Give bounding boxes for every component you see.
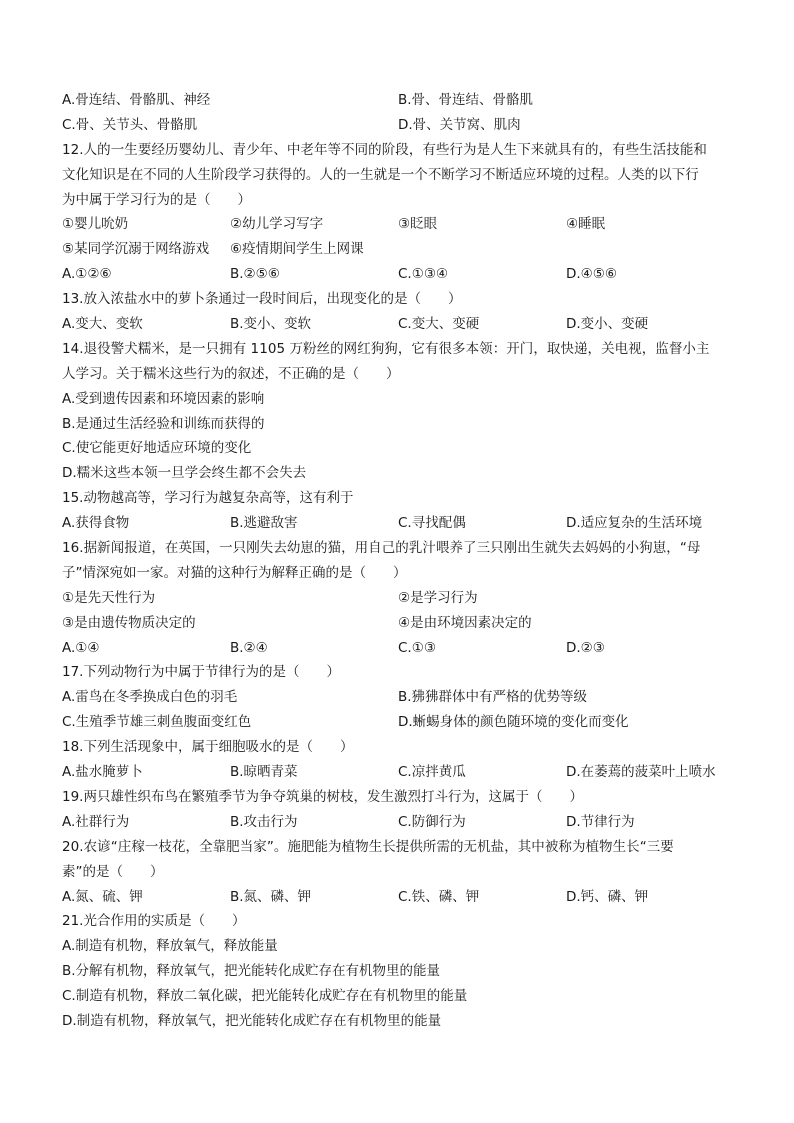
q18-option-b: B.晾晒青菜 [230, 764, 298, 781]
q20-options [62, 885, 734, 910]
q17-option-a: A.雷鸟在冬季换成白色的羽毛 [62, 689, 238, 706]
q18-options [62, 760, 734, 785]
q16-option-c: C.①③ [398, 639, 436, 656]
q18-option-a: A.盐水腌萝卜 [62, 764, 143, 781]
q16-option-b: B.②④ [230, 639, 268, 656]
q12-item-6: ⑥疫情期间学生上网课 [230, 241, 364, 258]
q11-option-a: A.骨连结、骨骼肌、神经 [62, 92, 211, 108]
q21-option-c: C.制造有机物，释放二氧化碳，把光能转化成贮存在有机物里的能量 [62, 988, 468, 1005]
q15-stem: 15.动物越高等，学习行为越复杂高等，这有利于 [62, 490, 354, 507]
q17-options-row-1 [62, 685, 734, 710]
q11-option-b: B.骨、骨连结、骨骼肌 [398, 92, 534, 108]
q12-stem-line-2: 文化知识是在不同的人生阶段学习获得的。人的一生就是一个不断学习不断适应环境的过程。人类的以下行 [62, 166, 699, 183]
q15-option-c: C.寻找配偶 [398, 515, 466, 532]
q20-stem-line-1: 20.农谚“庄稼一枝花，全靠肥当家”。施肥能为植物生长提供所需的无机盐，其中被称为植物生长“三要 [62, 838, 674, 855]
q16-items-row-1 [62, 586, 734, 611]
q20-option-d: D.钙、磷、钾 [566, 888, 649, 905]
q18-option-d: D.在萎蔫的菠菜叶上喷水 [566, 764, 716, 781]
q16-item-1: ①是先天性行为 [62, 589, 156, 606]
q20-option-c: C.铁、磷、钾 [398, 888, 480, 905]
q14-option-c: C.使它能更好地适应环境的变化 [62, 440, 252, 457]
q13-option-d: D.变小、变硬 [566, 316, 649, 333]
q15-options [62, 511, 734, 536]
q19-option-d: D.节律行为 [566, 813, 635, 830]
q12-item-4: ④睡眠 [566, 216, 606, 233]
q13-option-c: C.变大、变硬 [398, 316, 480, 333]
q13-stem: 13.放入浓盐水中的萝卜条通过一段时间后，出现变化的是（ ） [62, 291, 462, 308]
q16-item-2: ②是学习行为 [398, 589, 478, 606]
q12-option-c: C.①③④ [398, 266, 449, 283]
q16-stem-line-1: 16.据新闻报道，在英国，一只刚失去幼崽的猫，用自己的乳汁喂养了三只刚出生就失去妈妈的小狗崽，“母 [62, 540, 701, 557]
q16-options [62, 636, 734, 661]
q20-option-b: B.氮、磷、钾 [230, 888, 312, 905]
q19-option-c: C.防御行为 [398, 813, 466, 830]
q11-options-row-2 [62, 113, 734, 138]
q15-option-a: A.获得食物 [62, 515, 130, 532]
q12-item-1: ①婴儿吮奶 [62, 216, 129, 233]
q11-option-c: C.骨、关节头、骨骼肌 [62, 116, 198, 133]
q21-option-b: B.分解有机物，释放氧气，把光能转化成贮存在有机物里的能量 [62, 963, 441, 980]
q19-option-b: B.攻击行为 [230, 813, 298, 830]
q21-option-a: A.制造有机物，释放氧气，释放能量 [62, 938, 278, 955]
q17-option-c: C.生殖季节雄三刺鱼腹面变红色 [62, 714, 252, 731]
q12-items-row-2 [62, 237, 734, 262]
q14-option-d: D.糯米这些本领一旦学会终生都不会失去 [62, 465, 307, 482]
q13-option-b: B.变小、变软 [230, 316, 312, 333]
q12-stem-line-1: 12.人的一生要经历婴幼儿、青少年、中老年等不同的阶段，有些行为是人生下来就具有的，有些生活技能和 [62, 141, 707, 158]
q12-stem-line-3: 为中属于学习行为的是（ ） [62, 191, 251, 208]
q19-option-a: A.社群行为 [62, 813, 130, 830]
q13-options [62, 312, 734, 337]
q14-option-a: A.受到遗传因素和环境因素的影响 [62, 390, 265, 407]
q17-option-b: B.狒狒群体中有严格的优势等级 [398, 689, 588, 706]
q16-items-row-2 [62, 611, 734, 636]
q16-item-3: ③是由遗传物质决定的 [62, 614, 196, 631]
q20-option-a: A.氮、硫、钾 [62, 888, 143, 905]
q21-option-d: D.制造有机物，释放氧气，把光能转化成贮存在有机物里的能量 [62, 1012, 442, 1029]
q20-stem-line-2: 素”的是（ ） [62, 863, 164, 880]
q12-item-3: ③眨眼 [398, 216, 438, 233]
q19-options [62, 810, 734, 835]
q15-option-b: B.逃避敌害 [230, 515, 298, 532]
q12-options [62, 262, 734, 287]
q17-stem: 17.下列动物行为中属于节律行为的是（ ） [62, 664, 340, 681]
q18-stem: 18.下列生活现象中，属于细胞吸水的是（ ） [62, 739, 354, 756]
exam-page [62, 88, 734, 1034]
q12-item-2: ②幼儿学习写字 [230, 216, 324, 233]
q16-item-4: ④是由环境因素决定的 [398, 614, 532, 631]
q16-option-a: A.①④ [62, 639, 100, 656]
q13-option-a: A.变大、变软 [62, 316, 143, 333]
q17-option-d: D.蜥蜴身体的颜色随环境的变化而变化 [398, 714, 629, 731]
q15-option-d: D.适应复杂的生活环境 [566, 515, 703, 532]
q12-option-d: D.④⑤⑥ [566, 266, 617, 283]
q18-option-c: C.凉拌黄瓜 [398, 764, 466, 781]
q12-item-5: ⑤某同学沉溺于网络游戏 [62, 241, 210, 258]
q12-items-row-1 [62, 212, 734, 237]
q14-stem-line-1: 14.退役警犬糯米，是一只拥有 1105 万粉丝的网红狗狗，它有很多本领：开门，取快递，关电视，监督小主 [62, 340, 710, 357]
q19-stem: 19.两只雄性织布鸟在繁殖季节为争夺筑巢的树枝，发生激烈打斗行为，这属于（ ） [62, 788, 583, 805]
q17-options-row-2 [62, 710, 734, 735]
q16-option-d: D.②③ [566, 639, 605, 656]
q14-option-b: B.是通过生活经验和训练而获得的 [62, 415, 265, 432]
q12-option-b: B.②⑤⑥ [230, 266, 280, 283]
q14-stem-line-2: 人学习。关于糯米这些行为的叙述，不正确的是（ ） [62, 365, 400, 382]
q21-stem: 21.光合作用的实质是（ ） [62, 913, 246, 930]
q16-stem-line-2: 子”情深宛如一家。对猫的这种行为解释正确的是（ ） [62, 564, 407, 581]
q12-option-a: A.①②⑥ [62, 266, 112, 283]
q11-option-d: D.骨、关节窝、肌肉 [398, 116, 521, 133]
q11-options-row-1 [62, 88, 734, 113]
